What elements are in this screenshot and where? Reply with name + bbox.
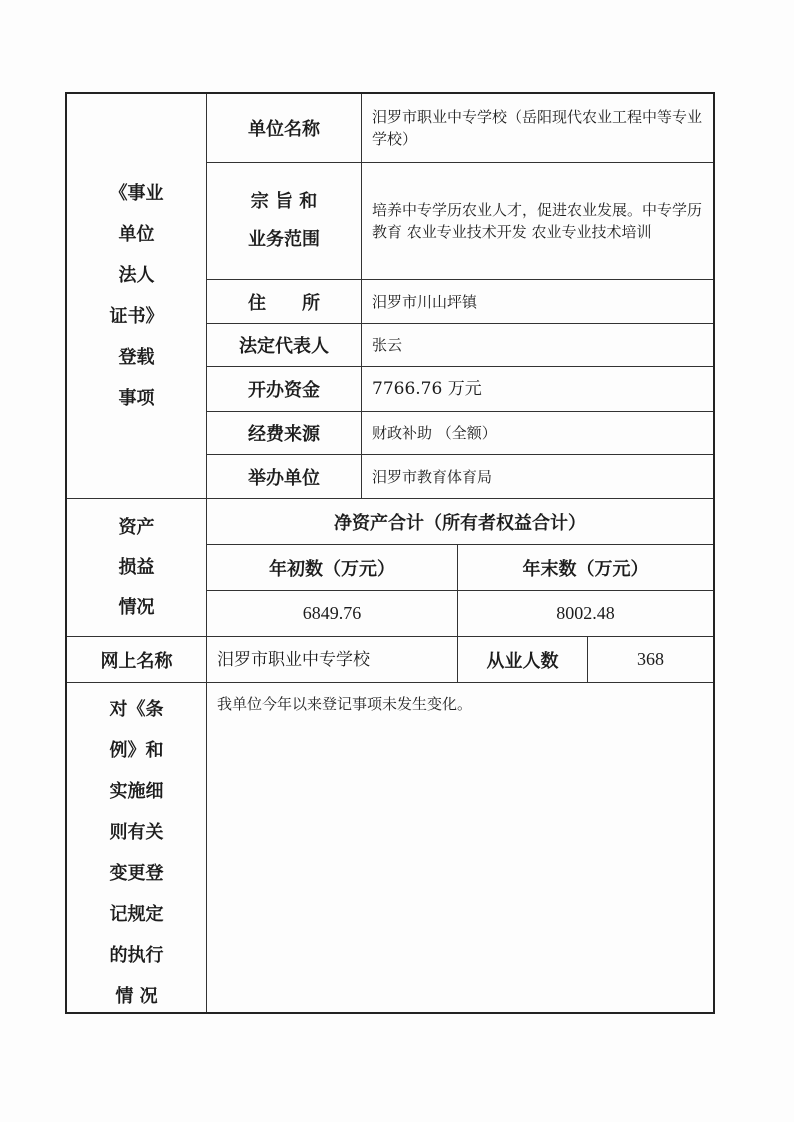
sponsor-value-text: 汨罗市教育体育局 [372, 467, 493, 486]
unit-name-value-text: 汨罗市职业中专学校（岳阳现代农业工程中等专业学校） [372, 108, 703, 148]
capital-value [362, 367, 713, 412]
online-name-value-text: 汨罗市职业中专学校 [217, 649, 370, 670]
legal-rep-value [362, 324, 713, 367]
funding-label-text: 经费来源 [248, 424, 320, 445]
end-amount-value-text: 8002.48 [556, 603, 615, 623]
purpose-value [362, 163, 713, 280]
unit-name-label [207, 94, 362, 163]
staff-count-value [588, 637, 713, 683]
purpose-label-line: 宗 旨 和 [250, 191, 318, 212]
section-label-line: 变更登 [109, 863, 164, 884]
section-label-line: 的执行 [109, 945, 164, 966]
capital-value-text: 7766.76 万元 [372, 379, 482, 399]
sponsor-value [362, 455, 713, 499]
compliance-section-label [67, 683, 207, 1012]
compliance-text-content: 我单位今年以来登记事项未发生变化。 [217, 695, 473, 713]
section-label-line: 《事业 [109, 183, 164, 204]
address-label-text: 住 所 [248, 292, 320, 314]
address-value [362, 280, 713, 324]
net-assets-header [207, 499, 713, 545]
capital-label [207, 367, 362, 412]
assets-section-label [67, 499, 207, 637]
section-label-line: 实施细 [109, 781, 164, 802]
end-amount-header-text: 年末数（万元） [522, 558, 649, 580]
begin-amount-header [207, 545, 458, 591]
purpose-label-line: 业务范围 [248, 229, 320, 250]
legal-rep-label-text: 法定代表人 [239, 336, 329, 357]
section-label-line: 证书》 [109, 306, 164, 327]
staff-count-label-text: 从业人数 [486, 650, 559, 672]
sponsor-label [207, 455, 362, 499]
section-label-line: 法人 [118, 265, 155, 286]
online-name-value [207, 637, 458, 683]
funding-label [207, 412, 362, 455]
funding-value [362, 412, 713, 455]
funding-value-text: 财政补助 （全额） [372, 424, 497, 442]
online-name-label-text: 网上名称 [100, 650, 173, 672]
staff-count-value-text: 368 [637, 649, 664, 669]
section-label-line: 单位 [118, 224, 155, 245]
section-label-line: 事项 [118, 388, 155, 409]
legal-rep-label [207, 324, 362, 367]
legal-rep-value-text: 张云 [372, 336, 403, 354]
section-label-line: 登载 [118, 347, 155, 368]
unit-name-label-text: 单位名称 [248, 119, 320, 140]
section-label-line: 对《条 [109, 699, 164, 720]
capital-label-text: 开办资金 [248, 380, 320, 401]
section-label-line: 情 况 [115, 986, 158, 1007]
section-label-line: 则有关 [109, 822, 164, 843]
begin-amount-header-text: 年初数（万元） [269, 558, 395, 580]
section-label-line: 记规定 [109, 904, 164, 925]
address-label [207, 280, 362, 324]
section-label-line: 损益 [118, 556, 155, 578]
registration-table [65, 92, 715, 1014]
end-amount-value [458, 591, 713, 637]
section-label-line: 情况 [118, 596, 155, 618]
section-label-line: 资产 [118, 516, 155, 538]
purpose-label [207, 163, 362, 280]
begin-amount-value [207, 591, 458, 637]
begin-amount-value-text: 6849.76 [302, 603, 362, 623]
net-assets-header-text: 净资产合计（所有者权益合计） [334, 512, 586, 534]
end-amount-header [458, 545, 713, 591]
staff-count-label [458, 637, 588, 683]
section-label-line: 例》和 [109, 740, 164, 761]
compliance-text [207, 683, 713, 1012]
sponsor-label-text: 举办单位 [248, 467, 320, 489]
unit-name-value [362, 94, 713, 163]
online-name-label [67, 637, 207, 683]
address-value-text: 汨罗市川山坪镇 [372, 292, 478, 311]
registration-section-label [67, 94, 207, 499]
purpose-value-text: 培养中专学历农业人才，促进农业发展。中专学历教育 农业专业技术开发 农业专业技术培训 [372, 201, 703, 241]
